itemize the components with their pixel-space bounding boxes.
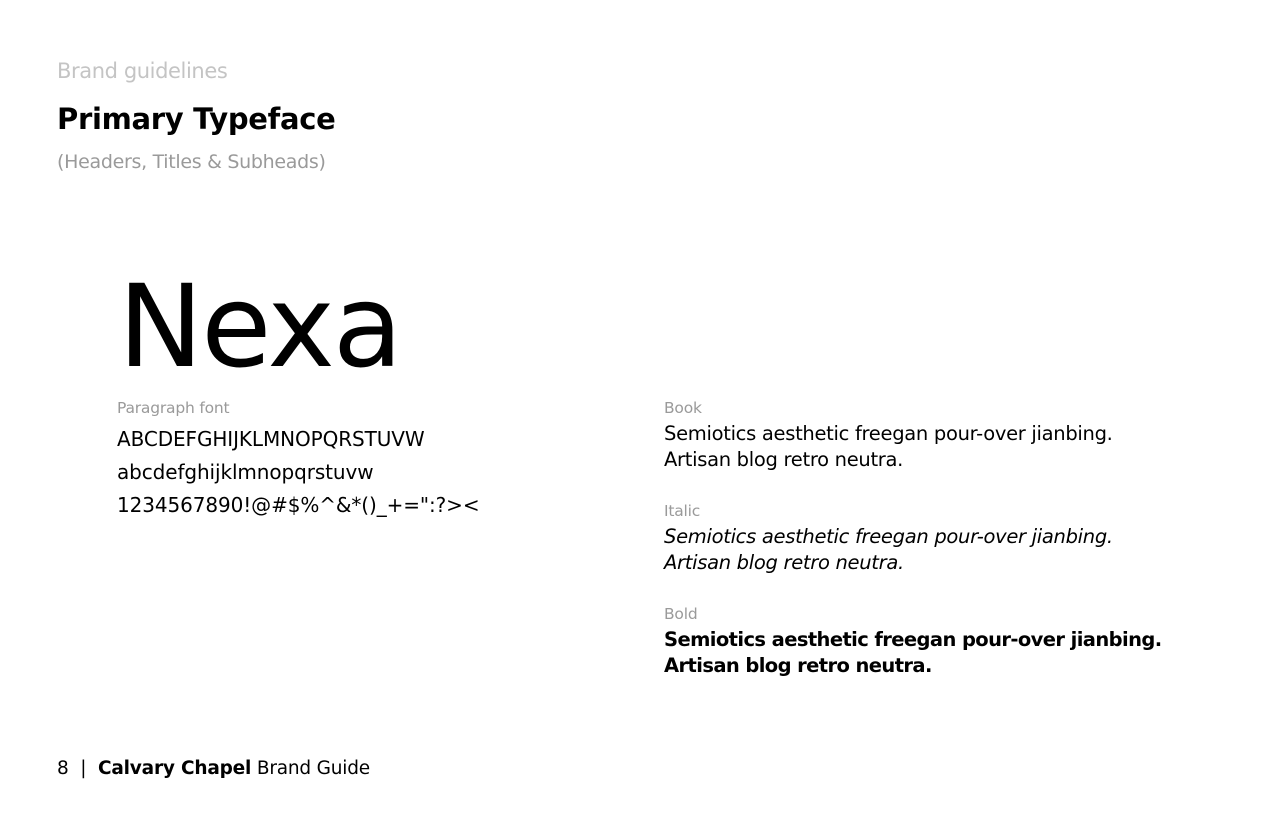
page-number: 8 — [57, 758, 69, 779]
sample-line: Artisan blog retro neutra. — [664, 654, 932, 677]
paragraph-font-label: Paragraph font — [117, 399, 230, 417]
page-footer — [57, 758, 370, 779]
sample-line: Semiotics aesthetic freegan pour-over jianbing. — [664, 628, 1162, 651]
weight-label-bold: Bold — [664, 605, 698, 623]
sample-line: Artisan blog retro neutra. — [664, 448, 904, 471]
footer-separator: | — [80, 758, 87, 779]
sample-line: Semiotics aesthetic freegan pour-over jianbing. — [664, 525, 1113, 548]
section-eyebrow: Brand guidelines — [57, 59, 228, 83]
sample-line: Semiotics aesthetic freegan pour-over jianbing. — [664, 422, 1113, 445]
footer-brand-name: Calvary Chapel — [98, 758, 252, 779]
uppercase-charset: ABCDEFGHIJKLMNOPQRSTUVW — [117, 427, 425, 451]
weight-sample-bold — [664, 627, 1162, 679]
page-subtitle: (Headers, Titles & Subheads) — [57, 151, 326, 173]
typeface-display-name: Nexa — [118, 260, 401, 393]
weight-sample-book — [664, 421, 1113, 473]
sample-line: Artisan blog retro neutra. — [664, 551, 904, 574]
weight-sample-italic — [664, 524, 1113, 576]
footer-brand-suffix: Brand Guide — [256, 758, 370, 779]
page-title: Primary Typeface — [57, 102, 336, 136]
weight-label-italic: Italic — [664, 502, 701, 520]
weight-label-book: Book — [664, 399, 702, 417]
lowercase-charset: abcdefghijklmnopqrstuvw — [117, 460, 374, 484]
numbers-symbols-charset: 1234567890!@#$%^&*()_+=":?>< — [117, 493, 480, 517]
